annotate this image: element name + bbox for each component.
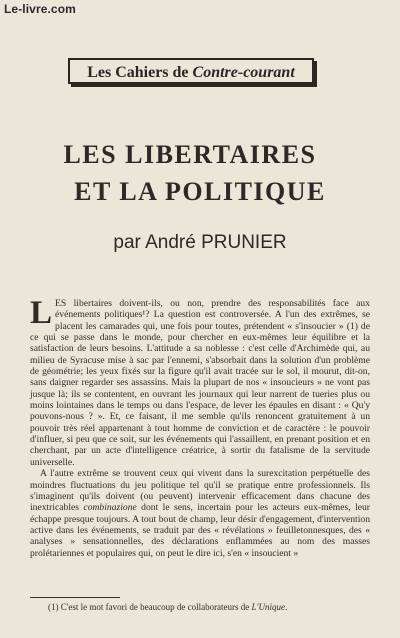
watermark-logo: Le-livre.com — [4, 2, 76, 16]
paragraph-1-text: ES libertaires doivent-ils, ou non, prendre des responsabilités face aux événements politiques¹? La question est controversée. A l'un des extrêmes, se placent les camarades qui, une fois pour toutes, prétendent « s'insoucier » (1) de ce qui se passe dans le monde, pour chercher en eux-mêmes leur équilibre et la satisfaction de leurs besoins. L'attitude a sa noblesse : c'est celle d'Archimède qui, au milieu de Syracuse mise à sac par l'ennemi, s'absorbait dans la solution d'un problème de géométrie; les yeux fixés sur la figure qu'il avait tracée sur le sol, il mourut, dit-on, sans daigner regarder ses assassins. Mais la plupart de nos « insoucieurs » ne vont pas jusque là; ils se contentent, en ouvrant les journaux qui leur narrent de tueries plus ou moins lointaines dans le temps ou dans l'espace, de lever les épaules en disant : « Qu'y pouvons-nous ? ». Et, ce faisant, il me semble qu'ils renoncent gratuitement à un pouvoir très réel appartenant à tout homme de conviction et de caractère : le pouvoir d'influer, si peu que ce soit, sur les événements qui l'assaillent, en prenant position et en cherchant, par un acte d'intelligence créatrice, à sortir du fatalisme de la servitude universelle. — [30, 298, 370, 468]
paragraph-2 — [30, 468, 370, 559]
article-title-line2: ET LA POLITIQUE — [74, 177, 326, 206]
article-body — [30, 295, 370, 559]
series-header-prefix: Les Cahiers de — [87, 64, 193, 81]
paragraph-2-text-a: A l'autre extrême se trouvent ceux qui vivent dans la surexcitation perpétuelle des moindres fluctuations du jeu politique tel qu'il se pratique entre professionnels. Ils s'imaginent qu'ils doivent (ou peuvent) intervenir efficacement dans chacune des inextricables — [30, 468, 370, 514]
footnote-end: . — [284, 602, 288, 612]
footnote-italic: L'Unique — [251, 602, 285, 612]
author-byline: par André PRUNIER — [113, 232, 287, 253]
footnote-divider — [30, 597, 120, 598]
paragraph-1 — [30, 295, 370, 468]
footnote-text: (1) C'est le mot favori de beaucoup de collaborateurs de — [48, 602, 252, 612]
series-header — [68, 58, 314, 84]
footnote — [48, 602, 378, 612]
paragraph-2-italic: combinazione — [83, 502, 137, 514]
paragraph-2-text-b: dont le sens, incertain pour les acteurs eux-mêmes, leur échappe presque toujours. A tout bout de champ, leur désir d'engagement, d'intervention active dans les événements, se traduit par des « révélations » feuilletonnesques, des « analyses » sensationnelles, des déclarations enflammées au nom des masses prolétariennes et populaires qui, on peut le dire ici, s'en « insoucient » — [30, 502, 370, 559]
series-header-italic: Contre-courant — [192, 64, 295, 81]
drop-cap: L — [30, 295, 53, 331]
article-title-line1: LES LIBERTAIRES — [63, 140, 317, 169]
